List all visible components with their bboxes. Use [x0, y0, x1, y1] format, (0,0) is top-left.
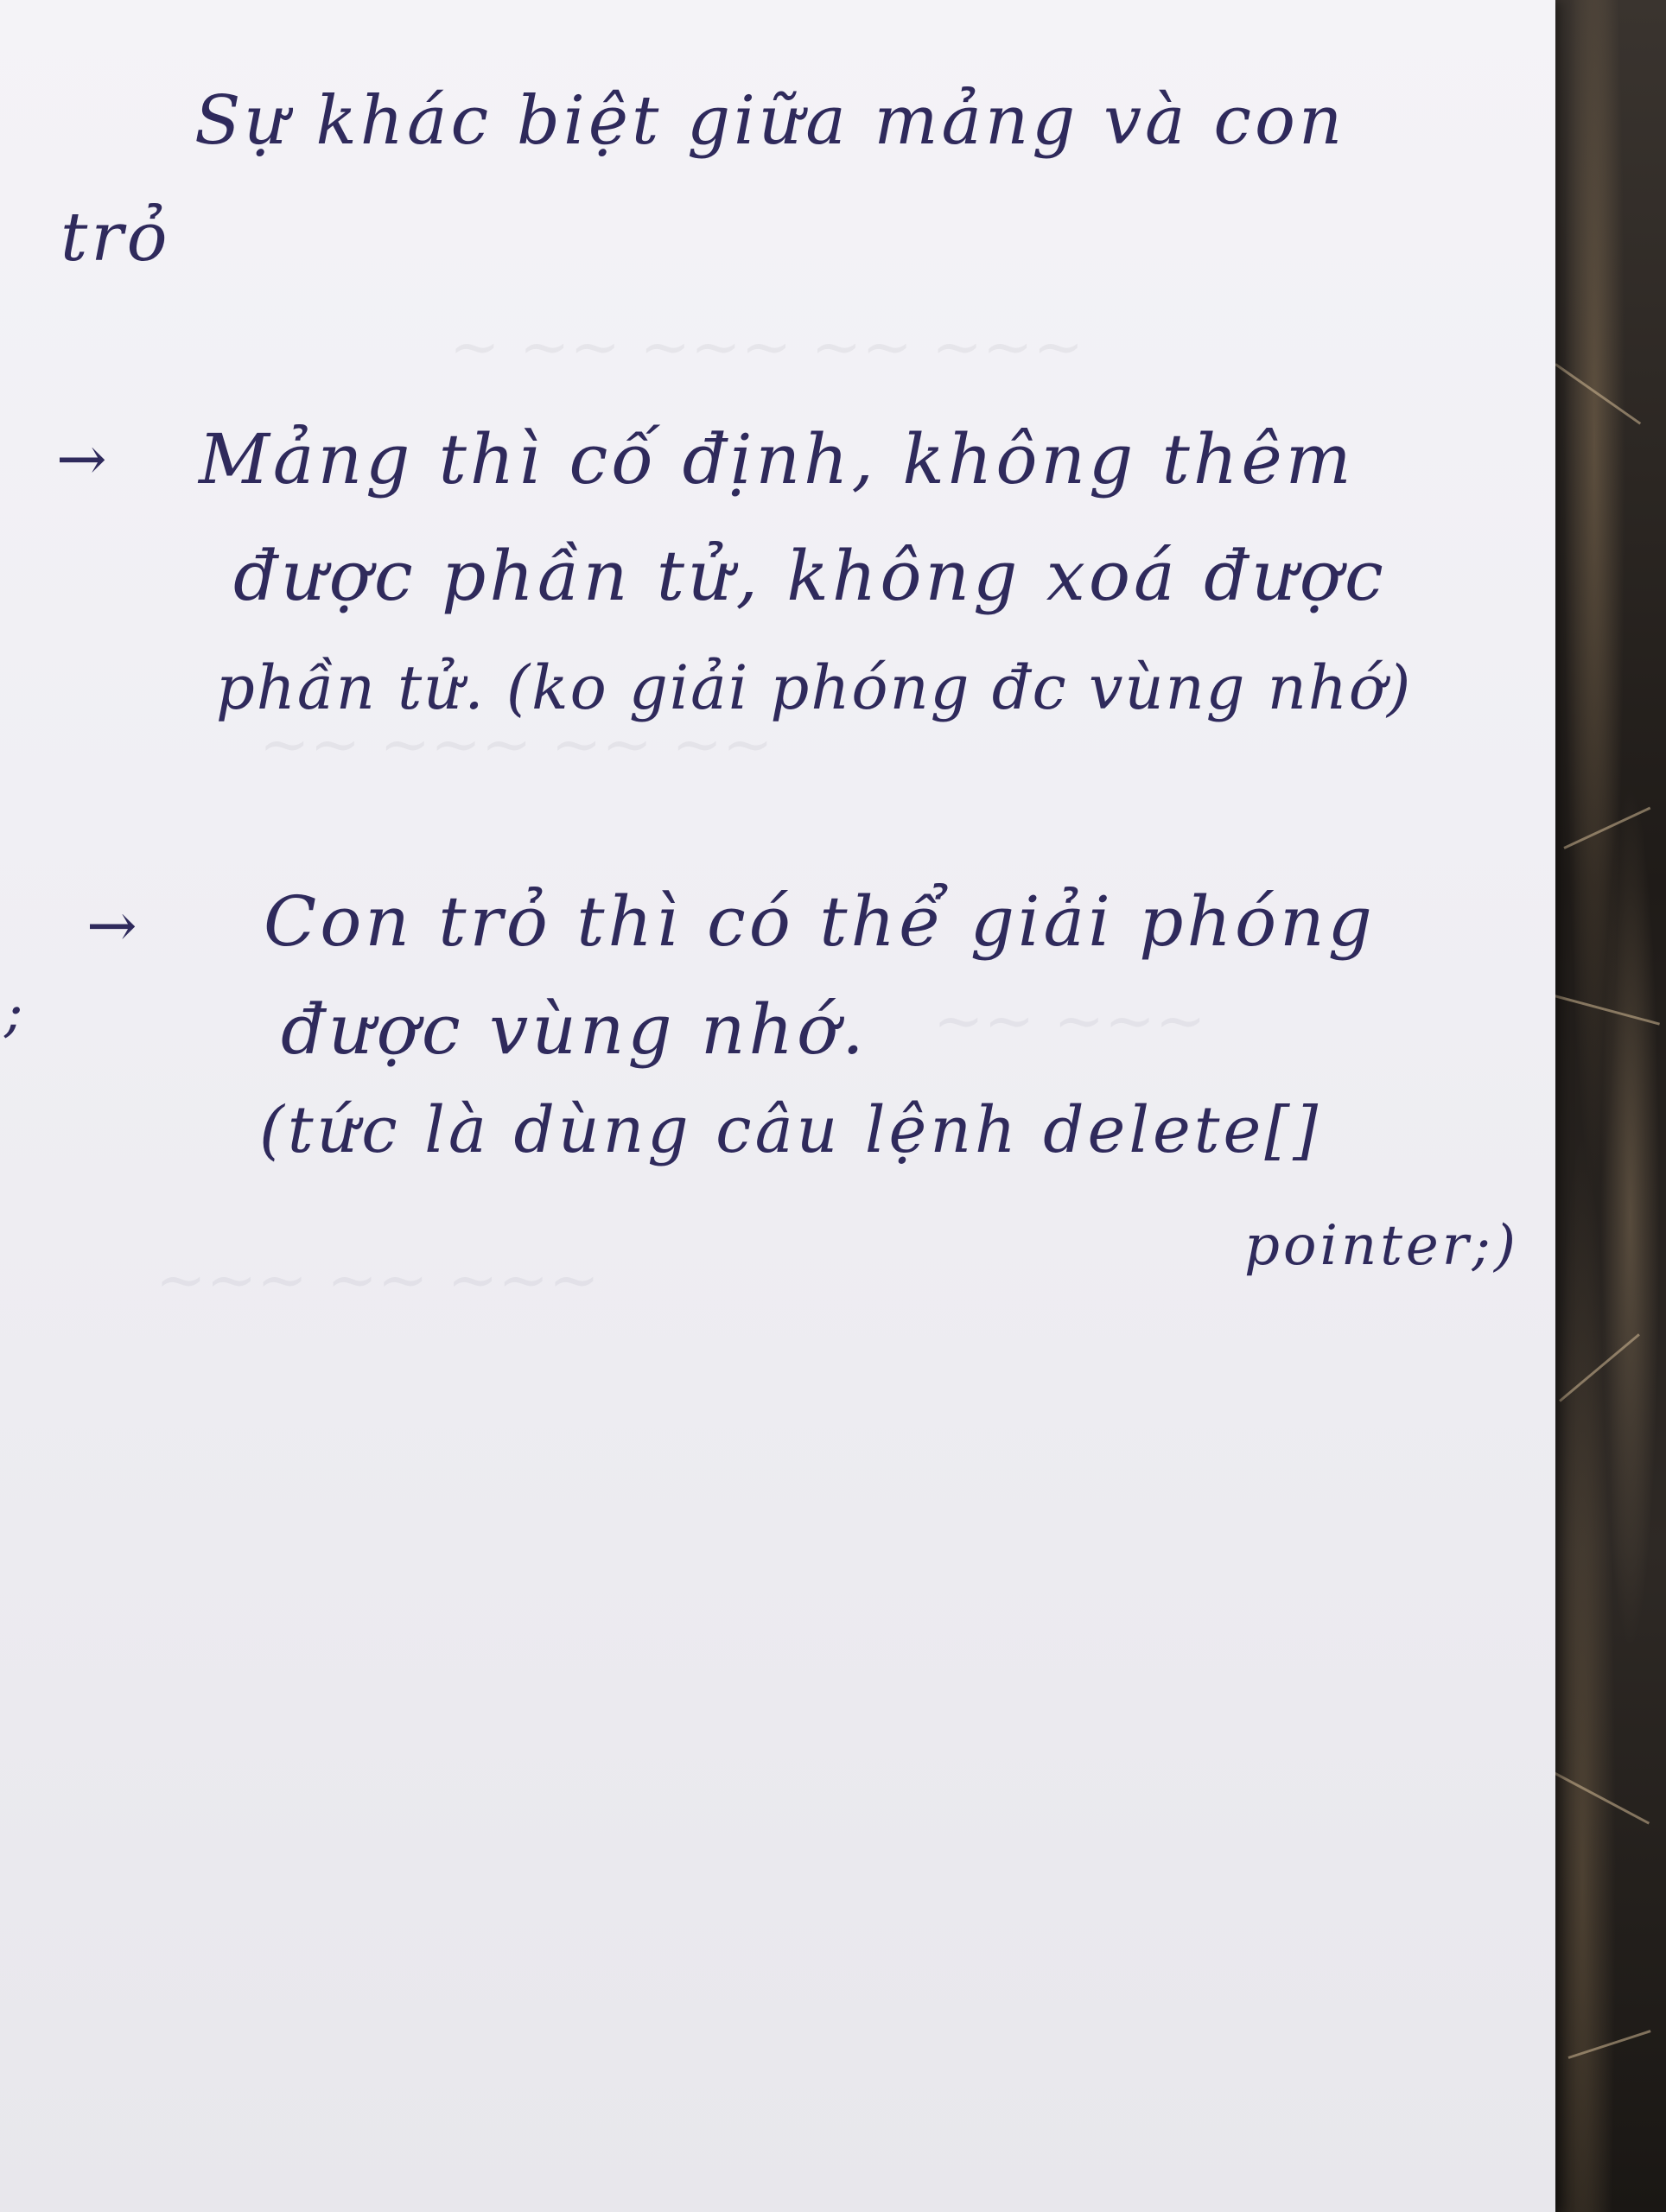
margin-mark: ; — [4, 981, 27, 1045]
arrow-icon: → — [86, 890, 141, 961]
marble-vein — [1551, 994, 1660, 1026]
marble-vein — [1555, 363, 1641, 424]
show-through-texture: ~~~ ~~ ~~~ — [156, 1244, 600, 1315]
marble-vein — [1553, 1771, 1650, 1824]
point1-line-3: phần tử. (ko giải phóng đc vùng nhớ) — [216, 652, 1413, 723]
show-through-texture: ~ ~~ ~~~ ~~ ~~~ — [449, 311, 1084, 382]
note-title-line-1: Sự khác biệt giữa mảng và con — [194, 82, 1346, 160]
point2-line-3: (tức là dùng câu lệnh delete[] — [259, 1093, 1322, 1167]
point1-line-1: Mảng thì cố định, không thêm — [199, 419, 1355, 499]
point2-line-4: pointer;) — [1244, 1214, 1519, 1278]
marble-vein — [1568, 2030, 1651, 2059]
marble-background — [1547, 0, 1666, 2212]
note-title-line-2: trỏ — [60, 199, 171, 276]
arrow-icon: → — [56, 423, 111, 494]
point2-line-1: Con trỏ thì có thể giải phóng — [264, 881, 1376, 962]
marble-vein — [1559, 1333, 1640, 1402]
show-through-texture: ~~ ~~~ ~~ ~~ — [259, 709, 773, 779]
point1-line-2: được phần tử, không xoá được — [233, 536, 1387, 616]
marble-vein — [1563, 807, 1650, 849]
point2-line-2: được vùng nhớ. — [281, 989, 868, 1070]
show-through-texture: ~~ ~~~ — [933, 985, 1206, 1056]
